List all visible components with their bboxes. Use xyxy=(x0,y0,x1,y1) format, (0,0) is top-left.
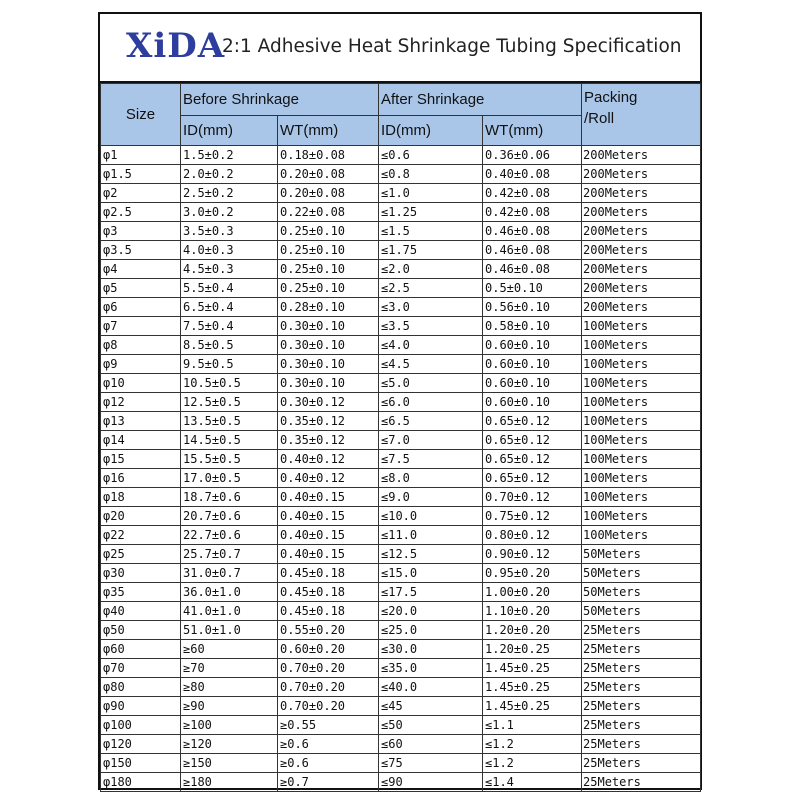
id-after-cell: ≤7.5 xyxy=(379,450,483,469)
id-before-cell: 51.0±1.0 xyxy=(181,621,278,640)
packing-cell: 200Meters xyxy=(582,298,701,317)
id-before-cell: 7.5±0.4 xyxy=(181,317,278,336)
table-row xyxy=(101,298,701,317)
id-after-cell: ≤0.6 xyxy=(379,146,483,165)
wt-before-cell: 0.25±0.10 xyxy=(278,241,379,260)
size-cell: φ22 xyxy=(101,526,181,545)
wt-before-cell: 0.30±0.10 xyxy=(278,317,379,336)
wt-after-cell: 0.70±0.12 xyxy=(483,488,582,507)
id-before-cell: 31.0±0.7 xyxy=(181,564,278,583)
id-before-cell: 4.0±0.3 xyxy=(181,241,278,260)
size-cell: φ2 xyxy=(101,184,181,203)
size-header: Size xyxy=(101,84,181,146)
wt-before-cell: 0.35±0.12 xyxy=(278,431,379,450)
id-after-cell: ≤2.0 xyxy=(379,260,483,279)
wt-before-cell: 0.70±0.20 xyxy=(278,678,379,697)
id-before-cell: 2.5±0.2 xyxy=(181,184,278,203)
table-row xyxy=(101,431,701,450)
wt-before-cell: 0.22±0.08 xyxy=(278,203,379,222)
wt-before-header: WT(mm) xyxy=(278,116,379,146)
wt-after-cell: 0.65±0.12 xyxy=(483,431,582,450)
id-before-cell: 20.7±0.6 xyxy=(181,507,278,526)
packing-cell: 200Meters xyxy=(582,184,701,203)
table-row xyxy=(101,564,701,583)
size-cell: φ7 xyxy=(101,317,181,336)
wt-after-cell: 0.65±0.12 xyxy=(483,450,582,469)
wt-after-cell: 0.5±0.10 xyxy=(483,279,582,298)
table-row xyxy=(101,697,701,716)
table-row xyxy=(101,488,701,507)
id-after-cell: ≤3.5 xyxy=(379,317,483,336)
packing-cell: 50Meters xyxy=(582,545,701,564)
id-after-cell: ≤10.0 xyxy=(379,507,483,526)
table-row xyxy=(101,469,701,488)
wt-after-cell: 1.45±0.25 xyxy=(483,697,582,716)
wt-after-header: WT(mm) xyxy=(483,116,582,146)
table-row xyxy=(101,146,701,165)
size-cell: φ120 xyxy=(101,735,181,754)
packing-cell: 25Meters xyxy=(582,754,701,773)
id-before-cell: 10.5±0.5 xyxy=(181,374,278,393)
table-row xyxy=(101,184,701,203)
wt-after-cell: 0.58±0.10 xyxy=(483,317,582,336)
wt-after-cell: 0.56±0.10 xyxy=(483,298,582,317)
wt-after-cell: 0.75±0.12 xyxy=(483,507,582,526)
table-row xyxy=(101,260,701,279)
table-row xyxy=(101,165,701,184)
wt-before-cell: 0.45±0.18 xyxy=(278,602,379,621)
size-cell: φ9 xyxy=(101,355,181,374)
size-cell: φ25 xyxy=(101,545,181,564)
id-before-cell: ≥100 xyxy=(181,716,278,735)
id-after-cell: ≤45 xyxy=(379,697,483,716)
wt-after-cell: 0.60±0.10 xyxy=(483,336,582,355)
id-after-cell: ≤1.5 xyxy=(379,222,483,241)
packing-cell: 100Meters xyxy=(582,469,701,488)
table-row xyxy=(101,773,701,792)
packing-cell: 100Meters xyxy=(582,355,701,374)
size-cell: φ15 xyxy=(101,450,181,469)
table-row xyxy=(101,754,701,773)
size-cell: φ60 xyxy=(101,640,181,659)
size-cell: φ16 xyxy=(101,469,181,488)
packing-cell: 100Meters xyxy=(582,412,701,431)
size-cell: φ8 xyxy=(101,336,181,355)
wt-after-cell: ≤1.4 xyxy=(483,773,582,792)
wt-after-cell: 0.46±0.08 xyxy=(483,241,582,260)
packing-cell: 200Meters xyxy=(582,279,701,298)
table-row xyxy=(101,450,701,469)
size-cell: φ40 xyxy=(101,602,181,621)
id-before-cell: ≥90 xyxy=(181,697,278,716)
wt-before-cell: 0.45±0.18 xyxy=(278,564,379,583)
wt-before-cell: 0.45±0.18 xyxy=(278,583,379,602)
wt-before-cell: 0.40±0.15 xyxy=(278,488,379,507)
packing-cell: 25Meters xyxy=(582,640,701,659)
size-cell: φ80 xyxy=(101,678,181,697)
id-before-cell: ≥150 xyxy=(181,754,278,773)
size-cell: φ3 xyxy=(101,222,181,241)
after-shrinkage-header: After Shrinkage xyxy=(379,84,582,116)
wt-after-cell: ≤1.2 xyxy=(483,735,582,754)
wt-after-cell: 0.36±0.06 xyxy=(483,146,582,165)
table-row xyxy=(101,336,701,355)
packing-cell: 50Meters xyxy=(582,564,701,583)
wt-before-cell: 0.28±0.10 xyxy=(278,298,379,317)
id-before-cell: 2.0±0.2 xyxy=(181,165,278,184)
packing-cell: 25Meters xyxy=(582,773,701,792)
id-after-cell: ≤1.75 xyxy=(379,241,483,260)
table-row xyxy=(101,317,701,336)
wt-before-cell: 0.20±0.08 xyxy=(278,184,379,203)
table-row xyxy=(101,659,701,678)
packing-header xyxy=(582,84,701,146)
id-after-cell: ≤90 xyxy=(379,773,483,792)
wt-after-cell: ≤1.2 xyxy=(483,754,582,773)
id-before-cell: 6.5±0.4 xyxy=(181,298,278,317)
id-after-cell: ≤17.5 xyxy=(379,583,483,602)
size-cell: φ5 xyxy=(101,279,181,298)
packing-cell: 25Meters xyxy=(582,678,701,697)
size-cell: φ1.5 xyxy=(101,165,181,184)
id-after-cell: ≤1.0 xyxy=(379,184,483,203)
table-row xyxy=(101,526,701,545)
table-row xyxy=(101,678,701,697)
wt-before-cell: 0.25±0.10 xyxy=(278,279,379,298)
wt-before-cell: ≥0.55 xyxy=(278,716,379,735)
id-before-cell: 18.7±0.6 xyxy=(181,488,278,507)
size-cell: φ3.5 xyxy=(101,241,181,260)
wt-before-cell: 0.30±0.10 xyxy=(278,355,379,374)
table-row xyxy=(101,621,701,640)
id-before-cell: 22.7±0.6 xyxy=(181,526,278,545)
id-after-cell: ≤6.5 xyxy=(379,412,483,431)
id-before-cell: 4.5±0.3 xyxy=(181,260,278,279)
wt-after-cell: 0.46±0.08 xyxy=(483,222,582,241)
id-after-cell: ≤50 xyxy=(379,716,483,735)
packing-cell: 200Meters xyxy=(582,260,701,279)
size-cell: φ30 xyxy=(101,564,181,583)
before-shrinkage-header: Before Shrinkage xyxy=(181,84,379,116)
id-after-cell: ≤30.0 xyxy=(379,640,483,659)
wt-after-cell: 0.60±0.10 xyxy=(483,374,582,393)
spec-table xyxy=(100,83,701,792)
wt-before-cell: 0.70±0.20 xyxy=(278,659,379,678)
id-before-cell: ≥180 xyxy=(181,773,278,792)
id-after-cell: ≤40.0 xyxy=(379,678,483,697)
table-row xyxy=(101,279,701,298)
id-before-cell: 17.0±0.5 xyxy=(181,469,278,488)
table-row xyxy=(101,545,701,564)
packing-cell: 200Meters xyxy=(582,165,701,184)
packing-cell: 25Meters xyxy=(582,716,701,735)
id-after-cell: ≤4.5 xyxy=(379,355,483,374)
packing-cell: 25Meters xyxy=(582,735,701,754)
wt-after-cell: 1.45±0.25 xyxy=(483,678,582,697)
table-row xyxy=(101,735,701,754)
id-after-cell: ≤2.5 xyxy=(379,279,483,298)
packing-cell: 200Meters xyxy=(582,146,701,165)
id-before-cell: 12.5±0.5 xyxy=(181,393,278,412)
brand-logo: XiDA xyxy=(126,26,226,66)
size-cell: φ100 xyxy=(101,716,181,735)
id-after-cell: ≤9.0 xyxy=(379,488,483,507)
size-cell: φ35 xyxy=(101,583,181,602)
size-cell: φ70 xyxy=(101,659,181,678)
wt-before-cell: 0.35±0.12 xyxy=(278,412,379,431)
wt-after-cell: 1.45±0.25 xyxy=(483,659,582,678)
wt-before-cell: ≥0.7 xyxy=(278,773,379,792)
wt-before-cell: 0.30±0.10 xyxy=(278,374,379,393)
wt-after-cell: 0.60±0.10 xyxy=(483,355,582,374)
packing-cell: 50Meters xyxy=(582,583,701,602)
packing-cell: 100Meters xyxy=(582,526,701,545)
table-row xyxy=(101,374,701,393)
size-cell: φ90 xyxy=(101,697,181,716)
wt-after-cell: 0.95±0.20 xyxy=(483,564,582,583)
wt-before-cell: 0.40±0.15 xyxy=(278,545,379,564)
id-after-cell: ≤0.8 xyxy=(379,165,483,184)
id-after-cell: ≤75 xyxy=(379,754,483,773)
table-row xyxy=(101,716,701,735)
table-row xyxy=(101,222,701,241)
wt-before-cell: 0.40±0.12 xyxy=(278,469,379,488)
id-before-cell: 15.5±0.5 xyxy=(181,450,278,469)
wt-after-cell: 0.42±0.08 xyxy=(483,203,582,222)
wt-before-cell: 0.30±0.12 xyxy=(278,393,379,412)
size-cell: φ10 xyxy=(101,374,181,393)
packing-cell: 100Meters xyxy=(582,374,701,393)
wt-after-cell: 0.80±0.12 xyxy=(483,526,582,545)
id-after-cell: ≤4.0 xyxy=(379,336,483,355)
table-header-row xyxy=(101,84,701,116)
id-before-cell: ≥80 xyxy=(181,678,278,697)
page-title: 2:1 Adhesive Heat Shrinkage Tubing Specification xyxy=(222,36,682,57)
table-row xyxy=(101,507,701,526)
id-before-cell: 13.5±0.5 xyxy=(181,412,278,431)
id-after-cell: ≤12.5 xyxy=(379,545,483,564)
packing-cell: 100Meters xyxy=(582,431,701,450)
id-after-cell: ≤60 xyxy=(379,735,483,754)
id-before-cell: 14.5±0.5 xyxy=(181,431,278,450)
id-before-cell: ≥60 xyxy=(181,640,278,659)
wt-after-cell: 0.90±0.12 xyxy=(483,545,582,564)
packing-cell: 100Meters xyxy=(582,488,701,507)
wt-before-cell: ≥0.6 xyxy=(278,754,379,773)
id-after-cell: ≤7.0 xyxy=(379,431,483,450)
id-after-cell: ≤5.0 xyxy=(379,374,483,393)
wt-after-cell: 1.20±0.25 xyxy=(483,640,582,659)
id-after-cell: ≤6.0 xyxy=(379,393,483,412)
table-row xyxy=(101,602,701,621)
table-row xyxy=(101,640,701,659)
wt-after-cell: 1.00±0.20 xyxy=(483,583,582,602)
table-row xyxy=(101,241,701,260)
wt-before-cell: 0.60±0.20 xyxy=(278,640,379,659)
wt-before-cell: 0.70±0.20 xyxy=(278,697,379,716)
packing-cell: 100Meters xyxy=(582,336,701,355)
id-after-cell: ≤20.0 xyxy=(379,602,483,621)
id-after-cell: ≤11.0 xyxy=(379,526,483,545)
wt-after-cell: 1.20±0.20 xyxy=(483,621,582,640)
size-cell: φ6 xyxy=(101,298,181,317)
id-before-header: ID(mm) xyxy=(181,116,278,146)
size-cell: φ180 xyxy=(101,773,181,792)
size-cell: φ150 xyxy=(101,754,181,773)
wt-before-cell: 0.25±0.10 xyxy=(278,260,379,279)
id-before-cell: 25.7±0.7 xyxy=(181,545,278,564)
id-after-cell: ≤15.0 xyxy=(379,564,483,583)
size-cell: φ12 xyxy=(101,393,181,412)
table-row xyxy=(101,355,701,374)
wt-after-cell: 0.65±0.12 xyxy=(483,412,582,431)
size-cell: φ20 xyxy=(101,507,181,526)
wt-before-cell: 0.40±0.15 xyxy=(278,526,379,545)
id-after-cell: ≤25.0 xyxy=(379,621,483,640)
wt-after-cell: ≤1.1 xyxy=(483,716,582,735)
id-after-cell: ≤3.0 xyxy=(379,298,483,317)
wt-after-cell: 0.60±0.10 xyxy=(483,393,582,412)
table-row xyxy=(101,583,701,602)
title-bar xyxy=(100,14,700,83)
wt-after-cell: 0.40±0.08 xyxy=(483,165,582,184)
packing-cell: 100Meters xyxy=(582,450,701,469)
spec-sheet xyxy=(98,12,702,790)
wt-before-cell: 0.20±0.08 xyxy=(278,165,379,184)
size-cell: φ1 xyxy=(101,146,181,165)
packing-header-text: Packing /Roll xyxy=(584,89,638,127)
table-row xyxy=(101,393,701,412)
id-before-cell: 1.5±0.2 xyxy=(181,146,278,165)
wt-before-cell: 0.30±0.10 xyxy=(278,336,379,355)
packing-cell: 25Meters xyxy=(582,621,701,640)
wt-after-cell: 1.10±0.20 xyxy=(483,602,582,621)
id-before-cell: 3.0±0.2 xyxy=(181,203,278,222)
wt-after-cell: 0.46±0.08 xyxy=(483,260,582,279)
id-before-cell: 9.5±0.5 xyxy=(181,355,278,374)
id-after-cell: ≤8.0 xyxy=(379,469,483,488)
id-after-header: ID(mm) xyxy=(379,116,483,146)
id-before-cell: 41.0±1.0 xyxy=(181,602,278,621)
packing-cell: 25Meters xyxy=(582,697,701,716)
table-row xyxy=(101,203,701,222)
packing-cell: 100Meters xyxy=(582,317,701,336)
packing-cell: 100Meters xyxy=(582,393,701,412)
id-after-cell: ≤1.25 xyxy=(379,203,483,222)
wt-before-cell: ≥0.6 xyxy=(278,735,379,754)
packing-cell: 25Meters xyxy=(582,659,701,678)
size-cell: φ14 xyxy=(101,431,181,450)
packing-cell: 50Meters xyxy=(582,602,701,621)
table-row xyxy=(101,412,701,431)
packing-cell: 200Meters xyxy=(582,222,701,241)
size-cell: φ4 xyxy=(101,260,181,279)
wt-before-cell: 0.18±0.08 xyxy=(278,146,379,165)
id-after-cell: ≤35.0 xyxy=(379,659,483,678)
size-cell: φ50 xyxy=(101,621,181,640)
table-body xyxy=(101,146,701,792)
id-before-cell: 5.5±0.4 xyxy=(181,279,278,298)
id-before-cell: 36.0±1.0 xyxy=(181,583,278,602)
id-before-cell: ≥70 xyxy=(181,659,278,678)
wt-before-cell: 0.40±0.15 xyxy=(278,507,379,526)
wt-after-cell: 0.65±0.12 xyxy=(483,469,582,488)
wt-before-cell: 0.40±0.12 xyxy=(278,450,379,469)
wt-after-cell: 0.42±0.08 xyxy=(483,184,582,203)
id-before-cell: 3.5±0.3 xyxy=(181,222,278,241)
size-cell: φ18 xyxy=(101,488,181,507)
size-cell: φ13 xyxy=(101,412,181,431)
id-before-cell: ≥120 xyxy=(181,735,278,754)
id-before-cell: 8.5±0.5 xyxy=(181,336,278,355)
packing-cell: 200Meters xyxy=(582,241,701,260)
packing-cell: 100Meters xyxy=(582,507,701,526)
packing-cell: 200Meters xyxy=(582,203,701,222)
wt-before-cell: 0.55±0.20 xyxy=(278,621,379,640)
wt-before-cell: 0.25±0.10 xyxy=(278,222,379,241)
size-cell: φ2.5 xyxy=(101,203,181,222)
